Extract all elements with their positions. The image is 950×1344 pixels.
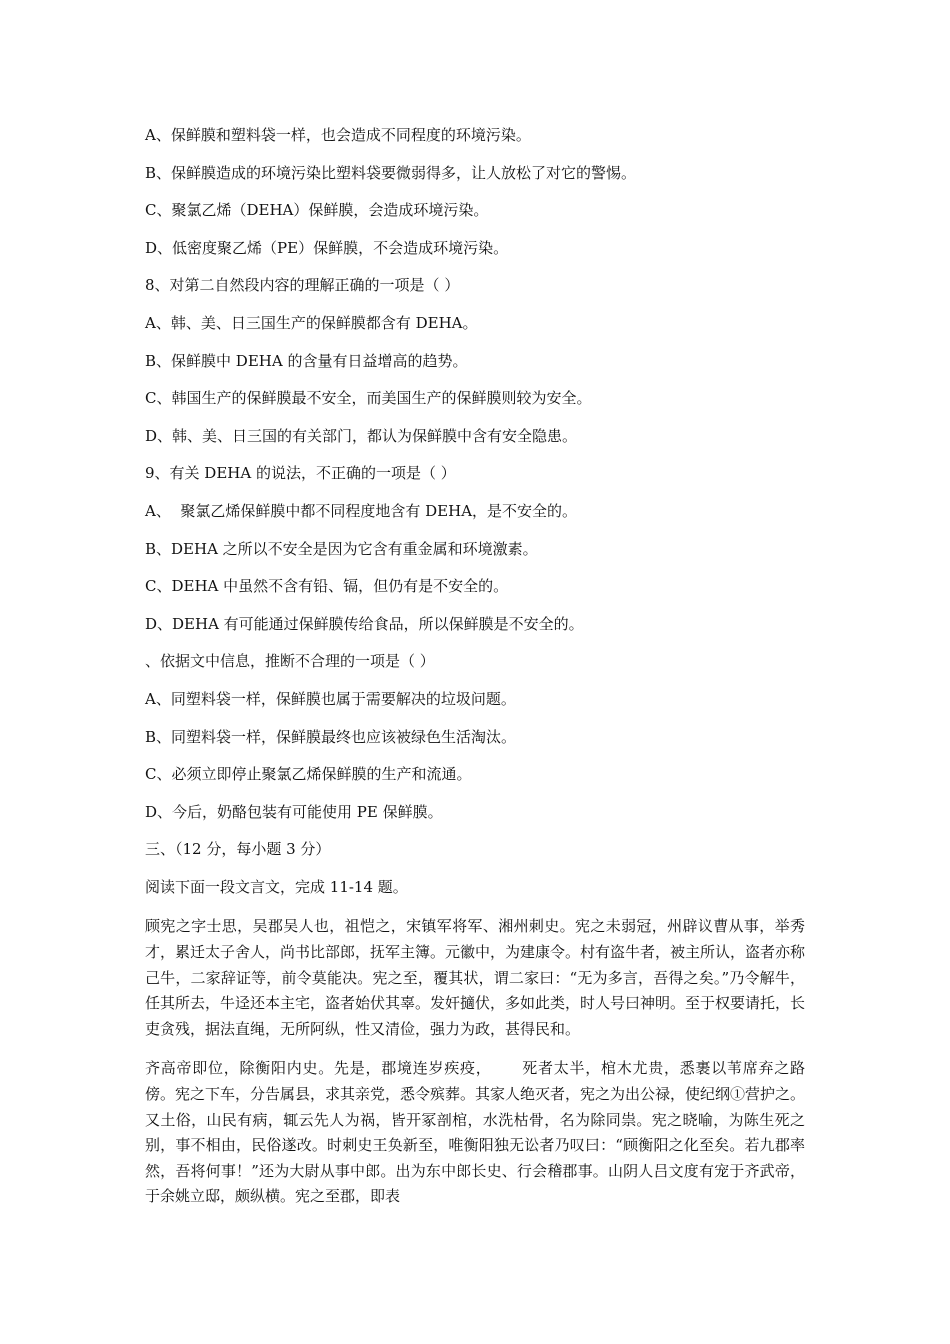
q9-option-a: A、 聚氯乙烯保鲜膜中都不同程度地含有 DEHA，是不安全的。 xyxy=(145,501,578,520)
section-heading: 三、（12 分，每小题 3 分） xyxy=(145,840,331,859)
passage-paragraph-2-rest: 死者太半，棺木尤贵，悉裹以苇席弃之路傍。宪之下车，分告属县，求其亲党，悉令殡葬。其家人绝灭者，宪之为出公禄，使纪纲①营护之。又土俗，山民有病，辄云先人为祸，皆开冢剖棺，水洗枯骨，名为除同祟。宪之晓喻，为陈生死之别，事不相由，民俗遂改。时刺史王奂新至，唯衡阳独无讼者乃叹曰：“顾衡阳之化至矣。若九郡率然，吾将何事！”还为大尉从事中郎。出为东中郎长史、行会稽郡事。山阴人吕文度有宠于齐武帝，于余姚立邸，颇纵横。宪之至郡，即表 xyxy=(145,1059,806,1206)
q10-stem: 、依据文中信息，推断不合理的一项是（ ） xyxy=(145,652,435,671)
q8-option-c: C、韩国生产的保鲜膜最不安全，而美国生产的保鲜膜则较为安全。 xyxy=(145,389,592,408)
document-page xyxy=(145,125,805,1224)
q8-option-a: A、韩、美、日三国生产的保鲜膜都含有 DEHA。 xyxy=(145,313,478,332)
section-instruction: 阅读下面一段文言文，完成 11-14 题。 xyxy=(145,877,408,896)
q7-option-c: C、聚氯乙烯（DEHA）保鲜膜，会造成环境污染。 xyxy=(145,201,489,220)
q8-option-d: D、韩、美、日三国的有关部门，都认为保鲜膜中含有安全隐患。 xyxy=(145,426,578,445)
q7-option-a: A、保鲜膜和塑料袋一样，也会造成不同程度的环境污染。 xyxy=(145,126,531,144)
q9-option-b: B、DEHA 之所以不安全是因为它含有重金属和环境激素。 xyxy=(145,539,538,558)
q7-option-d: D、低密度聚乙烯（PE）保鲜膜，不会造成环境污染。 xyxy=(145,238,509,257)
q7-option-b: B、保鲜膜造成的环境污染比塑料袋要微弱得多，让人放松了对它的警惕。 xyxy=(145,163,637,182)
q8-option-b: B、保鲜膜中 DEHA 的含量有日益增高的趋势。 xyxy=(145,351,468,370)
passage-paragraph-2-start: 齐高帝即位，除衡阳内史。先是，郡境连岁疾疫， xyxy=(145,1059,492,1078)
q10-option-d: D、今后，奶酪包装有可能使用 PE 保鲜膜。 xyxy=(145,802,443,821)
passage-paragraph-2 xyxy=(145,1056,805,1210)
q10-option-a: A、同塑料袋一样，保鲜膜也属于需要解决的垃圾问题。 xyxy=(145,689,516,708)
passage-paragraph-1: 顾宪之字士思，吴郡吴人也，祖恺之，宋镇军将军、湘州刺史。宪之未弱冠，州辟议曹从事，举秀才，累迁太子舍人，尚书比部郎，抚军主簿。元徽中，为建康令。村有盗牛者，被主所认，盗者亦称己牛，二家辞证等，前令莫能决。宪之至，覆其状，谓二家曰：“无为多言，吾得之矣。”乃令解牛，任其所去，牛迳还本主宅，盗者始伏其辜。发奸擿伏，多如此类，时人号曰神明。至于权要请托，长吏贪残，据法直绳，无所阿纵，性又清俭，强力为政，甚得民和。 xyxy=(145,917,806,1038)
q9-stem: 9、有关 DEHA 的说法，不正确的一项是（ ） xyxy=(145,464,456,483)
q9-option-d: D、DEHA 有可能通过保鲜膜传给食品，所以保鲜膜是不安全的。 xyxy=(145,614,584,633)
q9-option-c: C、DEHA 中虽然不含有铅、镉，但仍有是不安全的。 xyxy=(145,577,509,596)
q10-option-c: C、必须立即停止聚氯乙烯保鲜膜的生产和流通。 xyxy=(145,765,472,784)
q8-stem: 8、对第二自然段内容的理解正确的一项是（ ） xyxy=(145,276,460,295)
q10-option-b: B、同塑料袋一样，保鲜膜最终也应该被绿色生活淘汰。 xyxy=(145,727,517,746)
